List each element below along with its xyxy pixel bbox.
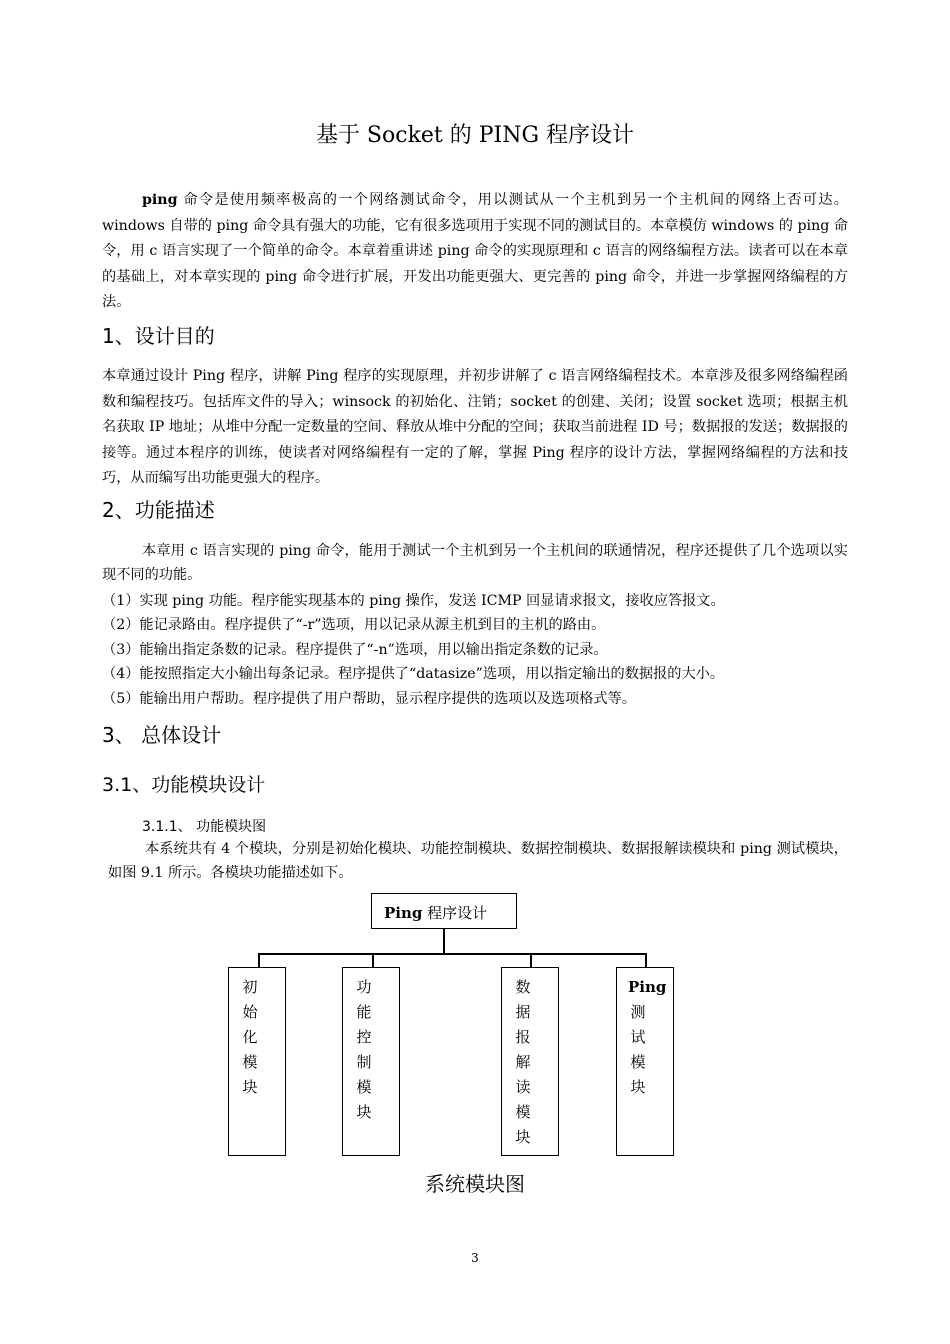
- section3-heading: 3、 总体设计: [102, 723, 222, 747]
- diagram-connector: [443, 929, 445, 954]
- feature-item: （4）能按照指定大小输出每条记录。程序提供了“datasize”选项，用以指定输出的数据报的大小。: [102, 666, 725, 682]
- page-title: 基于 Socket 的 PING 程序设计: [315, 123, 635, 148]
- diagram-connector: [645, 953, 647, 968]
- feature-item: （5）能输出用户帮助。程序提供了用户帮助，显示程序提供的选项以及选项格式等。: [102, 691, 636, 707]
- module-label: 功能控制模块: [356, 978, 372, 1121]
- section3-paragraph: 本系统共有 4 个模块，分别是初始化模块、功能控制模块、数据控制模块、数据报解读模块和 ping 测试模块，如图 9.1 所示。各模块功能描述如下。: [108, 841, 848, 881]
- module-box: [616, 967, 674, 1156]
- module-box: [501, 967, 559, 1156]
- module-label-bold: Ping: [628, 978, 667, 996]
- module-label: 测试模块: [630, 1003, 646, 1096]
- module-label: 数据报解读模块: [515, 978, 531, 1146]
- intro-paragraph: [102, 188, 848, 316]
- intro-text: 命令是使用频率极高的一个网络测试命令，用以测试从一个主机到另一个主机间的网络上否可达。windows 自带的 ping 命令具有强大的功能，它有很多选项用于实现不同的测试目的。本章模仿 windows 的 ping 命令，用 c 语言实现了一个简单的命令。本章着重讲述 ping 命令的实现原理和 c 语言的网络编程方法。读者可以在本章的基础上，对本章实现的 ping 命令进行扩展，开发出功能更强大、更完善的 ping 命令，并进一步掌握网络编程的方法。: [102, 192, 848, 310]
- section2-intro: 本章用 c 语言实现的 ping 命令，能用于测试一个主机到另一个主机间的联通情况，程序还提供了几个选项以实现不同的功能。: [102, 543, 848, 583]
- page-number: 3: [471, 1251, 479, 1265]
- diagram-root-text: 程序设计: [422, 904, 488, 922]
- module-box: [228, 967, 286, 1156]
- diagram-root-box: [371, 893, 517, 929]
- section1-heading: 1、设计目的: [102, 324, 215, 348]
- section2-heading: 2、功能描述: [102, 498, 215, 522]
- diagram-caption: 系统模块图: [425, 1172, 525, 1196]
- feature-item: （2）能记录路由。程序提供了“-r”选项，用以记录从源主机到目的主机的路由。: [102, 617, 606, 633]
- diagram-connector: [258, 953, 260, 968]
- section1-paragraph: 本章通过设计 Ping 程序，讲解 Ping 程序的实现原理，并初步讲解了 c 语言网络编程技术。本章涉及很多网络编程函数和编程技巧。包括库文件的导入；winsock 的初始化、注销；socket 的创建、关闭；设置 socket 选项；根据主机名获取 IP 地址；从堆中分配一定数量的空间、释放从堆中分配的空间；获取当前进程 ID 号；数据报的发送；数据报的接等。通过本程序的训练，使读者对网络编程有一定的了解，掌握 Ping 程序的设计方法，掌握网络编程的方法和技巧，从而编写出功能更强大的程序。: [102, 368, 848, 486]
- diagram-connector: [530, 953, 532, 968]
- diagram-root-label: [384, 902, 487, 923]
- module-box: [342, 967, 400, 1156]
- diagram-connector: [258, 953, 646, 955]
- feature-item: （3）能输出指定条数的记录。程序提供了“-n”选项，用以输出指定条数的记录。: [102, 642, 608, 658]
- section3-1-1-heading: 3.1.1、 功能模块图: [142, 819, 267, 835]
- diagram-root-bold: Ping: [384, 904, 423, 922]
- module-label: 初始化模块: [242, 978, 258, 1096]
- section3-1-heading: 3.1、功能模块设计: [102, 774, 266, 796]
- diagram-connector: [372, 953, 374, 968]
- intro-lead: ping: [142, 192, 178, 208]
- feature-item: （1）实现 ping 功能。程序能实现基本的 ping 操作，发送 ICMP 回显请求报文，接收应答报文。: [102, 593, 725, 609]
